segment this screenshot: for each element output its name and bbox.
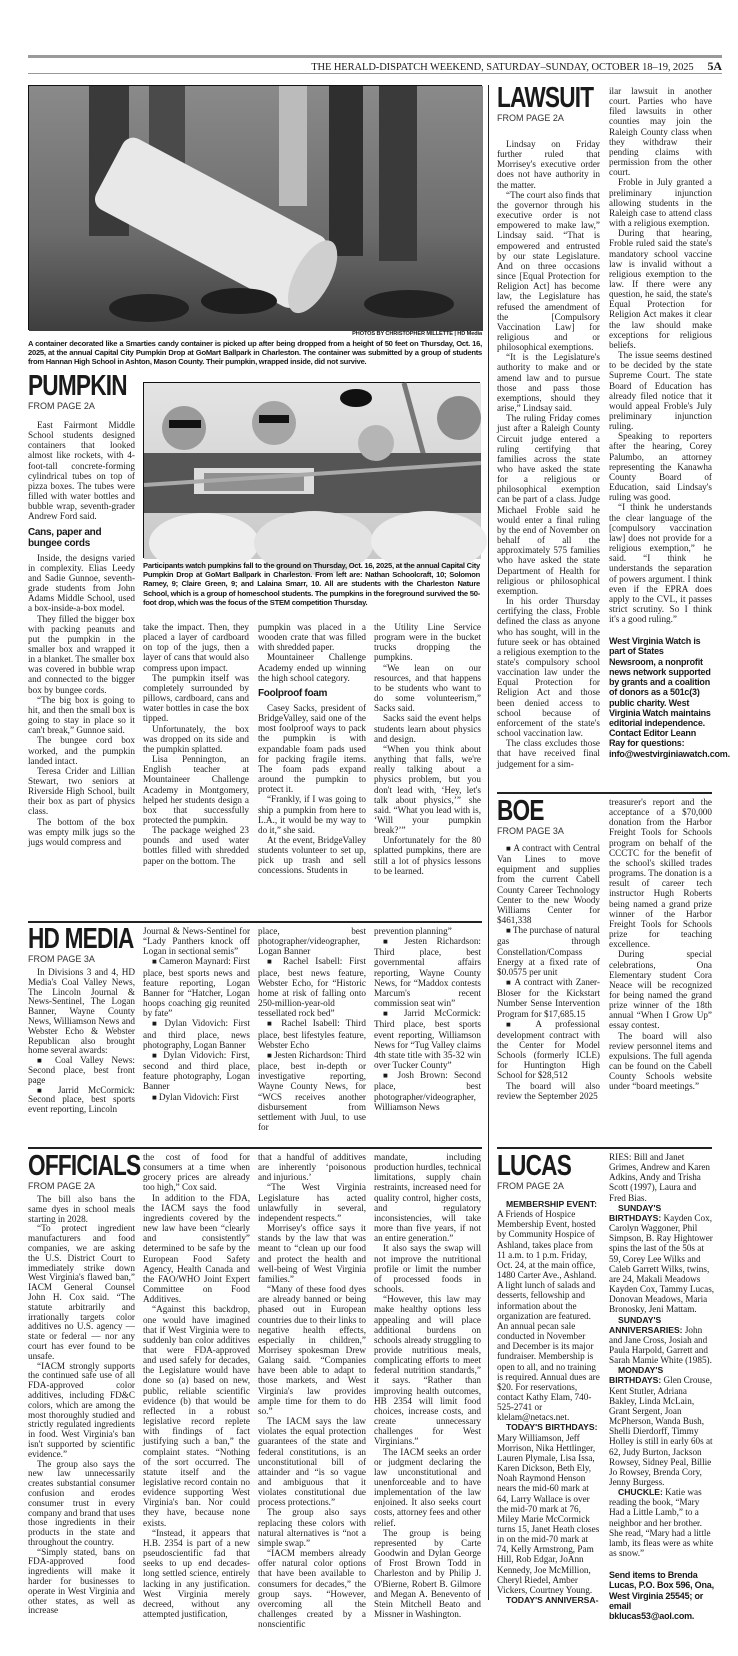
paragraph-text: A contract with Central Van Lines to move equipment and supplies from the current Cabell County Career Technology Center to the new Woody Williams Center for $461,338 [497, 843, 600, 926]
subheading [28, 527, 135, 549]
bullet-item [28, 1056, 135, 1085]
photo-smarties-container [28, 85, 482, 330]
paragraph [143, 1193, 250, 1305]
paragraph [143, 825, 249, 866]
column-divider [488, 85, 489, 1600]
paragraph [258, 835, 366, 876]
bullet-item [497, 925, 600, 977]
bullet-item [258, 1050, 366, 1132]
paragraph-continued [609, 86, 712, 177]
masthead-rule [28, 55, 722, 58]
listing-label: SUNDAY'S BIRTHDAYS: [609, 1202, 662, 1223]
paragraph-text: Teresa Crider and Lillian Stewart, two seniors at Riverside High School, built their box as part of physics class. [28, 765, 135, 817]
paragraph [28, 553, 135, 614]
paragraph-text: Katie was reading the book, “Mary Had a Little Lamb,” to a neighbor and her brother. She read, “Mary had a little lamb, its fleas were as white as snow.” [609, 1487, 714, 1559]
paragraph [497, 190, 600, 353]
paragraph-text: Cameron Maynard: First place, best sports news and feature reporting, Logan Banner for “Hatcher, Logan hoops coaching gig reunited by fate” [143, 956, 250, 1019]
masthead-title: THE HERALD-DISPATCH WEEKEND, SATURDAY–SUNDAY, OCTOBER 18–19, 2025 [311, 62, 694, 73]
paragraph-text: The IACM seeks an order or judgment declaring the law unconstitutional and unenforceable and to have implementation of the law enjoined. It also seeks court costs, attorney fees and other relief. [374, 1446, 481, 1528]
paragraph-continued [258, 622, 366, 652]
bullet-item [143, 1050, 250, 1092]
paragraph-text: The bottom of the box was empty milk jugs so the jugs would compress and [28, 816, 135, 847]
listing-label: MEMBERSHIP EVENT: [506, 1199, 598, 1209]
listing-label: TODAY'S ANNIVERSA- [506, 1595, 599, 1606]
paragraph-text: The group also says replacing these colors with natural alternatives is “not a simple swap.” [258, 1507, 366, 1548]
paragraph [258, 794, 366, 835]
listing-item [609, 1365, 715, 1487]
paragraph-text: During that hearing, Froble ruled said the state's mandatory school vaccine law is invalid without a religious exemption to the law. If there were any question, he said, the state's Equal Protection for Religion Act makes it clear the law should make exceptions for religious beliefs. [609, 228, 712, 350]
subheading [258, 688, 366, 699]
paragraph-text: “IACM members already offer natural color options that have been available to consumers for decades,” the group says. “However, overcoming all the challenges created by a nonscientific [258, 1548, 366, 1630]
jump-line: FROM PAGE 3A [497, 826, 564, 836]
paragraph [28, 968, 135, 1056]
article-column [609, 797, 712, 1145]
paragraph [258, 652, 366, 682]
paragraph-text: The board will also review the September 2025 [497, 1080, 600, 1101]
paragraph [28, 735, 135, 765]
paragraph [28, 766, 135, 817]
masthead-underline [28, 73, 722, 74]
paragraph-text: The issue seems destined to be decided by the state Supreme Court. The state Board of Education has already filed notice that it would appeal Froble's July preliminary injunction ruling. [609, 350, 712, 432]
paragraph-text: “To protect ingredient manufacturers and food companies, we are asking the U.S. District Court to immediately strike down West Virginia's flawed ban,” IACM General Counsel John H. Cox said. “The statute arbitrarily and irrationally targets color additives no U.S. agency — state or federal — nor any court has ever found to be unsafe. [28, 1223, 135, 1361]
paragraph [374, 744, 481, 835]
article-column [258, 622, 366, 920]
paragraph-text: Casey Sacks, president of BridgeValley, said one of the most foolproof ways to pack the pumpkin is with expandable foam pads used for packing fragile items. The foam pads expand around the pumpkin to protect it. [258, 702, 366, 795]
paragraph-continued [258, 1152, 366, 1182]
paragraph-text: take the impact. Then, they placed a layer of cardboard on top of the jugs, then a layer of cans that would also compress upon impact. [143, 622, 249, 673]
paragraph-text: Morrisey's office says it stands by the law that was meant to “clean up our food and protect the health and well-being of West Virginia families.” [258, 1223, 366, 1284]
paragraph-continued [609, 797, 712, 949]
paragraph [28, 817, 135, 847]
paragraph-text: Josh Brown: Second place, best photographer/videographer, Williamson News [374, 1070, 481, 1112]
article-column [497, 139, 600, 790]
paragraph-continued [374, 622, 481, 663]
paragraph [258, 1284, 366, 1416]
paragraph [497, 413, 600, 596]
paragraph-text: Jesten Richardson: Third place, best governmental affairs reporting, Wayne County News, for “Maddox contests Marcum's recent commission seat win” [374, 936, 481, 1009]
paragraph [28, 1548, 135, 1617]
paragraph-text: “When you think about anything that falls, we're really talking about a physics problem, but you don't lead with, ‘Hey, let's talk about physics,’” she said. “What you lead with is, ‘Will your pumpkin break?’” [374, 743, 481, 836]
listing-item [497, 1199, 600, 1422]
bullet-item [497, 1019, 600, 1081]
paragraph [258, 703, 366, 794]
paragraph-text: treasurer's report and the acceptance of a $70,000 donation from the Harbor Freight Tools for Schools program on behalf of the CCCTC for the benefit of the school's skilled trades programs. The donation is a result of career tech instructor Hugh Roberts being named a grand prize winner of the Harbor Freight Tools for Schools prize for teaching excellence. [609, 797, 712, 950]
page-number: 5A [707, 59, 722, 73]
paragraph-text: prevention planning” [374, 926, 452, 936]
paragraph-text: the cost of food for consumers at a time when grocery prices are already too high,” Cox said. [143, 1152, 250, 1193]
article-column [609, 86, 730, 790]
paragraph [374, 713, 481, 743]
paragraph-text: Jesten Richardson: Third place, best in-depth or investigative reporting, Wayne County News, for “WCS receives another disbursement from settlement with Juul, to use for [258, 1049, 366, 1132]
paragraph-text: Glen Crouse, Kent Stutler, Adriana Bakley, Linda McLain, Grant Sergent, Joan McPherson, Wanda Bush, Shelli Dierdorff, Timmy Holley is still in early 60s at 62, Judy Burton, Jackson Rowsey, Sidney Peal, Billie Jo Rowsey, Brenda Cory, Jenny Burgess. [609, 1375, 713, 1487]
paragraph-text: mandate, including production hurdles, technical limitations, supply chain restraints, increased need for quality control, higher costs, and regulatory inconsistencies, will take more than five years, if not an entire generation.” [374, 1152, 481, 1244]
paragraph-continued [258, 926, 366, 956]
paragraph-text: Lisa Pennington, an English teacher at Mountaineer Challenge Academy in Montgomery, helped her students design a box that successfully protected the pumpkin. [143, 754, 249, 825]
photo-caption: Participants watch pumpkins fall to the ground on Thursday, Oct. 16, 2025, at the annual Capital City Pumpkin Drop at GoMart Ballpark in Charleston. From left are: Nathan Schoolcraft, 10; Solomon Ramey, 9; Claire Green, 9; and Lalaina Smarr, 10. All are students with the Charleston Nature School, which is a group of homeschool students. The pumpkins in the foreground survived the 50-foot drop, which was the focus of the STEM competition Thursday. [143, 561, 480, 607]
paragraph-text: Mountaineer Challenge Academy ended up winning the high school category. [258, 652, 366, 683]
photo-caption: A container decorated like a Smarties candy container is picked up after being dropped from a height of 50 feet on Thursday, Oct. 16, 2025, at the annual Capital City Pumpkin Drop at GoMart Ballpark in Charleston. The container was submitted by a group of students from Hannan High School in Ashton, Mason County. Their pumpkin, wrapped inside, did not survive. [28, 339, 482, 367]
paragraph [28, 695, 135, 736]
paragraph-text: “The big box is going to hit, and then the small box is going to stay in place so it can't break,” Gunnoe said. [28, 694, 135, 736]
article-column [143, 622, 249, 920]
bullet-item [497, 843, 600, 925]
jump-line: FROM PAGE 2A [28, 1181, 95, 1191]
paragraph-text: Unfortunately for the 80 splatted pumpkins, there are still a lot of physics lessons to be learned. [374, 835, 481, 876]
paragraph-text: They filled the bigger box with packing peanuts and put the pumpkin in the smaller box and wrapped it in a blanket. The smaller box was covered in bubble wrap and connected to the bigger box by bungee cords. [28, 613, 135, 695]
paragraph-text: The class excludes those that have received final judgement for a sim- [497, 738, 600, 769]
paragraph [28, 614, 135, 695]
tagline [609, 636, 730, 759]
paragraph-text: The group also says the new law unnecessarily creates substantial consumer confusion and erodes consumer trust in every company and brand that uses those ingredients in their products in the state and throughout the country. [28, 1458, 135, 1547]
headline: BOE [497, 795, 544, 827]
paragraph-text: John and Jane Cross, Josiah and Paula Harpold, Garrett and Sarah Mamie White (1985). [609, 1324, 712, 1366]
article-column [143, 1152, 250, 1620]
paragraph [609, 177, 712, 228]
paragraph-text: Foolproof foam [258, 687, 328, 699]
paragraph-text: Lindsay on Friday further ruled that Morrisey's executive order does not have authority in the matter. [497, 139, 600, 190]
paragraph [609, 502, 712, 624]
jump-line: FROM PAGE 2A [28, 401, 95, 411]
article-column [374, 1152, 481, 1620]
paragraph-text: The board will also review personnel items and expulsions. The full agenda can be found on the Cabell County Schools website under “board meetings.” [609, 1030, 712, 1092]
paragraph-text: “We lean on our resources, and that happens to be students who want to do some volunteerism,” Sacks said. [374, 662, 481, 714]
paragraph [497, 1081, 600, 1101]
paragraph-text: East Fairmont Middle School students designed containers that looked almost like rockets, with 4-foot-tall concrete-forming cylindrical tubes on top of pizza boxes. The tubes were filled with water bottles and bubble wrap, seventh-grader Andrew Ford said. [28, 420, 135, 522]
paragraph [374, 835, 481, 876]
paragraph-text: The group is being represented by Carte Goodwin and Dylan George of Frost Brown Todd in Charleston and by Philip J. O'Bierne, Robert B. Gilmore and Megan A. Benevento of Stein Mitchell Beato and Missner in Washington. [374, 1527, 481, 1620]
paragraph-text: “It is the Legislature's authority to make and or amend law and to pursue those and pass those exemptions, should they arise,” Lindsay said. [497, 352, 600, 414]
paragraph [28, 1195, 135, 1224]
paragraph-text: Jarrid McCormick: Third place, best sports event reporting, Williamson News for “Tug Valley claims 4th state title with 35-32 win over Tucker County” [374, 1008, 481, 1071]
article-column [28, 1194, 135, 1616]
article-column [497, 843, 600, 1145]
paragraph [497, 352, 600, 413]
pumpkin-header [28, 372, 135, 425]
bullet-item [258, 1018, 366, 1049]
listing-label: TODAY'S BIRTHDAYS: [506, 1422, 598, 1433]
paragraph-text: Dylan Vidovich: First [158, 1091, 239, 1102]
paragraph-text: The bill also bans the same dyes in school meals starting in 2028. [28, 1194, 135, 1224]
paragraph-text: “I think he understands the clear language of the [compulsory vaccination law] does not provide for a religious exemption,” he said. “I think he understands the separation of powers argument. I think even if the EPRA does apply to the CVL, it passes strict scrutiny. So I think it's a good ruling.” [609, 502, 712, 625]
paragraph-text: Bill and Janet Grimes, Andrew and Karen Adkins, Andy and Trisha Scott (1997), Laura and Fred Bias. [609, 1152, 711, 1203]
bullet-item [497, 977, 600, 1019]
paragraph-text: It also says the swap will not improve the nutritional profile or limit the number of processed foods in schools. [374, 1243, 481, 1295]
paragraph-text: that a handful of additives are inherently ‘poisonous and injurious.’ [258, 1152, 366, 1183]
listing-item [497, 1422, 600, 1595]
paragraph [143, 673, 249, 724]
paragraph [374, 1243, 481, 1294]
paragraph [609, 228, 712, 350]
photo-credit: PHOTOS BY CHRISTOPHER MILLETTE | HD Media [352, 331, 482, 337]
listing-label: CHUCKLE: [618, 1487, 663, 1498]
paragraph-continued [143, 1152, 250, 1193]
paragraph-text: The IACM says the law violates the equal protection guarantees of the state and federal constitutions, is an unconstitutional bill of attainder and “is so vague and ambiguous that it violates constitutional due process protections.” [258, 1416, 366, 1508]
paragraph-text: The pumpkin itself was completely surrounded by pillows, cardboard, cans and water bottles in case the box tipped. [143, 672, 249, 724]
paragraph-text: The package weighed 23 pounds and used water bottles filled with shredded paper on the bottom. The [143, 825, 249, 866]
section-divider [497, 1147, 712, 1149]
paragraph-text: A contract with Zaner-Bloser for the Kickstart Number Sense Intervention Program for $17,685.15 [497, 977, 600, 1019]
paragraph-text: Sacks said the event helps students learn about physics and design. [374, 713, 481, 744]
column-listing [609, 1152, 715, 1622]
paragraph-text: During special celebrations, Ona Elementary student Cora Neace will be recognized for being named the grand prize winner of the 18th annual “When I Grow Up” essay contest. [609, 949, 712, 1031]
section-divider [28, 1147, 482, 1149]
paragraph-text: In his order Thursday certifying the class, Froble defined the class as anyone who has sought, will in the future seek or has obtained a religious exemption to the state's compulsory school vaccination law under the Equal Protection for Religion Act and those been denied access to school because of enforcement of the state's school vaccination law. [497, 596, 600, 739]
paragraph [609, 431, 712, 502]
bullet-item [143, 1092, 250, 1103]
photo-pumpkin-drop-participants [143, 382, 480, 558]
paragraph-text: Send items to Brenda Lucas, P.O. Box 596, Ona, West Virginia 25545; or email bklucas53@aol.com. [609, 1570, 714, 1622]
listing-item [497, 1595, 600, 1605]
paragraph-text: “Against this backdrop, one would have imagined that if West Virginia were to suddenly ban color additives that were FDA-approved and used safely for decades, the Legislature would have done so (a) based on new, public, reliable scientific evidence (b) that would be reflected in a robust legislative record replete with findings of fact justifying such a ban,” the complaint states. “Nothing of the sort occurred. The statute itself and the legislative record contain no evidence supporting West Virginia's ban. Nor could they have, because none exists. [143, 1304, 250, 1528]
paragraph-text: Dylan Vidovich: First, second and third place, feature photography, Logan Banner [143, 1049, 250, 1092]
paragraph-text: Rachel Isabell: First place, best news feature, Webster Echo, for “Historic home at risk of falling onto 250-million-year-old tessellated rock bed” [258, 956, 366, 1019]
jump-line: FROM PAGE 2A [497, 1181, 564, 1191]
section-divider [497, 792, 712, 794]
paragraph [258, 1548, 366, 1629]
lucas-header [497, 1152, 600, 1205]
paragraph-text: The ruling Friday comes just after a Raleigh County Circuit judge entered a ruling certifying that families across the state who have asked the state for a religious or philosophical exemption can be part of a class. Judge Michael Froble said he would enter a final ruling by the end of November on behalf of all the approximately 575 families who have asked the state Department of Health for religious or philosophical exemption. [497, 413, 600, 596]
bullet-item [28, 1086, 135, 1115]
article-column [374, 926, 481, 1145]
paragraph-continued [374, 1152, 481, 1243]
lawsuit-header [497, 84, 600, 137]
paragraph [143, 724, 249, 754]
headline: OFFICIALS [28, 1150, 141, 1182]
listing-item [609, 1203, 715, 1315]
jump-line: FROM PAGE 3A [28, 954, 95, 964]
article-column [143, 926, 250, 1145]
paragraph [143, 1528, 250, 1619]
paragraph [609, 1031, 712, 1092]
paragraph [28, 1460, 135, 1548]
headline: LUCAS [497, 1150, 572, 1182]
article-column [258, 926, 366, 1145]
paragraph-text: Mary Williamson, Jeff Morrison, Nika Hettlinger, Lauren Plymale, Lisa Issa, Karen Dickson, Beth Ely, Noah Raymond Henson nears the mid-60 mark at 64, Larry Wallace is over the mid-70 mark at 76, Miley Marie McCormick turns 15, Janet Heath closes in on the mid-70 mark at 74, Kelly Armstrong, Pam Hill, Rob Edgar, JoAnn Kennedy, Joe McMillion, Cheryl Riedel, Amber Vickers, Courtney Young. [497, 1432, 600, 1595]
jump-line: FROM PAGE 2A [497, 113, 564, 123]
bullet-item [374, 1008, 481, 1070]
paragraph-text: Rachel Isabell: Third place, best lifestyles feature, Webster Echo [258, 1018, 366, 1050]
paragraph-text: “IACM strongly supports the continued safe use of all FDA-approved color additives, including FD&C colors, which are among the most thoroughly studied and strictly regulated ingredients in food. West Virginia's ban isn't supported by scientific evidence.” [28, 1360, 135, 1459]
listing-item [609, 1487, 715, 1558]
tagline [609, 1570, 715, 1621]
paragraph [258, 1507, 366, 1548]
article-column [28, 968, 135, 1145]
paragraph [609, 949, 712, 1030]
paragraph-text: Unfortunately, the box was dropped on its side and the pumpkin splatted. [143, 723, 249, 754]
headline: LAWSUIT [497, 82, 594, 114]
listing-label: SUNDAY'S ANNIVERSARIES: [609, 1314, 683, 1335]
column-listing [497, 1199, 600, 1606]
paragraph [28, 1224, 135, 1361]
masthead [28, 59, 722, 73]
paragraph-continued [609, 1152, 715, 1203]
paragraph-text: Journal & News-Sentinel for “Lady Panthers knock off Logan in sectional semis” [143, 926, 250, 957]
paragraph-text: the Utility Line Service program were in the bucket trucks dropping the pumpkins. [374, 622, 481, 663]
paragraph-text: At the event, BridgeValley students volunteer to set up, pick up trash and sell concessions. Students in [258, 834, 366, 876]
paragraph-text: “The court also finds that the governor through his executive order is not empowered to make law,” Lindsay said. “That is empowered and entrusted by our state Legislature. And on three occasions since [Equal Protection for Religion Act] has become law, the Legislature has refused the amendment of the [Compulsory Vaccination Law] for religious and or philosophical exemptions. [497, 189, 600, 353]
paragraph-text: Kayden Cox, Carolyn Waggoner, Phil Simpson, B. Ray Hightower spins the last of the 50s at 59, Corey Lee Wilks and Caleb Garrett Wilks, twins, are 24, Makali Meadows Kayden Cox, Tammy Lucas, Donovan Meadows, Maria Bronosky, Jeni Mattam. [609, 1212, 715, 1315]
listing-label: RIES: [609, 1152, 632, 1162]
paragraph-text: “However, this law may make healthy options less appealing and will place additional burdens on schools already struggling to provide nutritious meals, complicating efforts to meet federal nutrition standards,” it says. “Rather than improving health outcomes, HB 2354 will limit food choices, increase costs, and create unnecessary challenges for West Virginians.” [374, 1294, 481, 1447]
paragraph [143, 1304, 250, 1527]
paragraph-continued [374, 926, 481, 936]
paragraph-text: The purchase of natural gas through Constellation/Compass Energy at a fixed rate of $0.0575 per unit [497, 925, 600, 977]
bullet-item [143, 1018, 250, 1049]
paragraph-text: A Friends of Hospice Membership Event, hosted by Community Hospice of Ashland, takes place from 11 a.m. to 1 p.m. Friday, Oct. 24, at the main office, 1480 Carter Ave., Ashland. A light lunch of salads and desserts, fellowship and information about the organization are featured. An annual pecan sale conducted in November and December is its major fundraiser. Membership is open to all, and no training is required. Annual dues are $20. For reservations, contact Kathy Elam, 740-525-2741 or klelam@netacs.net. [497, 1209, 600, 1423]
paragraph [258, 1182, 366, 1223]
bullet-item [374, 936, 481, 1008]
bullet-item [143, 956, 250, 1018]
paragraph [497, 738, 600, 768]
paragraph-text: In Divisions 3 and 4, HD Media's Coal Valley News, The Lincoln Journal & News-Sentinel, The Logan Banner, Wayne County News, Williamson News and Webster Echo & Webster Republican also brought home several awards: [28, 967, 135, 1056]
paragraph [497, 139, 600, 190]
paragraph [28, 420, 135, 522]
bullet-item [374, 1070, 481, 1112]
paragraph-text: pumpkin was placed in a wooden crate that was filled with shredded paper. [258, 622, 366, 653]
paragraph-text: ilar lawsuit in another court. Parties who have filed lawsuits in other counties may join the Raleigh County class when they withdraw their pending claims with permission from the other court. [609, 86, 712, 178]
paragraph-text: Coal Valley News: Second place, best front page [28, 1055, 135, 1085]
paragraph-text: place, best photographer/videographer, Logan Banner [258, 926, 366, 957]
paragraph-text: “Frankly, if I was going to ship a pumpkin from here to L.A., it would be my way to do it,” she said. [258, 794, 366, 835]
paragraph-text: West Virginia Watch is part of States Newsroom, a nonprofit news network supported by grants and a coalition of donors as a 501c(3) public charity. West Virginia Watch maintains editorial independence. Contact Editor Leann Ray for questions: info@westvirginiawatch.com. [609, 636, 730, 759]
listing-item [609, 1315, 715, 1366]
paragraph-text: “Many of these food dyes are already banned or being phased out in European countries due to their links to negative health effects, especially in children,” Morrisey spokesman Drew Galang said. “Companies have been able to adapt to those markets, and West Virginia's law provides ample time for them to do so.” [258, 1284, 366, 1416]
paragraph-text: Speaking to reporters after the hearing, Corey Palumbo, an attorney representing the Kanawha County Board of Education, said Lindsay's ruling was good. [609, 431, 712, 503]
paragraph [374, 1528, 481, 1619]
paragraph [374, 1447, 481, 1528]
paragraph-text: “Simply stated, bans on FDA-approved food ingredients will make it harder for businesses to operate in West Virginia and other states, as well as increase [28, 1546, 135, 1616]
paragraph [609, 350, 712, 431]
paragraph-text: The bungee cord box worked, and the pumpkin landed intact. [28, 735, 135, 766]
paragraph-text: Cans, paper and bungee cords [28, 526, 102, 549]
paragraph [497, 596, 600, 738]
paragraph [374, 663, 481, 714]
headline: HD MEDIA [28, 923, 134, 955]
paragraph-text: “The West Virginia Legislature has acted unlawfully in several, independent respects.” [258, 1182, 366, 1223]
headline: PUMPKIN [28, 370, 127, 402]
paragraph-text: In addition to the FDA, the IACM says the food ingredients covered by the new law have been “clearly and consistently” determined to be safe by the European Food Safety Agency, Health Canada and the FAO/WHO Joint Expert Committee on Food Additives. [143, 1192, 250, 1305]
paragraph-text: Inside, the designs varied in complexity. Elias Leedy and Sadie Gunnoe, seventh-grade students from John Adams Middle School, used a box-inside-a-box model. [28, 552, 135, 614]
article-column [258, 1152, 366, 1630]
paragraph-text: Jarrid McCormick: Second place, best sports event reporting, Lincoln [28, 1084, 135, 1115]
article-column [28, 420, 135, 920]
paragraph-text: A professional development contract with the Center for Model Schools (formerly ICLE) for Huntington High School for $28,512 [497, 1018, 600, 1081]
paragraph-continued [143, 926, 250, 956]
paragraph [258, 1416, 366, 1507]
paragraph [374, 1294, 481, 1446]
paragraph-text: “Instead, it appears that H.B. 2354 is part of a new pseudoscientific fad that seeks to up end decades-long settled science, entirely lacking in any justification. West Virginia merely decreed, without any attempted justification, [143, 1527, 250, 1620]
paragraph [28, 1362, 135, 1460]
paragraph-text: Dylan Vidovich: First and third place, news photography, Logan Banner [143, 1018, 250, 1050]
paragraph-text: Froble in July granted a preliminary injunction allowing students in the Raleigh case to attend class with a religious exemption. [609, 177, 712, 229]
bullet-item [258, 956, 366, 1018]
article-column [374, 622, 481, 920]
paragraph [258, 1223, 366, 1284]
listing-label: MONDAY'S BIRTHDAYS: [609, 1365, 664, 1386]
paragraph-continued [143, 622, 249, 673]
paragraph [143, 754, 249, 825]
